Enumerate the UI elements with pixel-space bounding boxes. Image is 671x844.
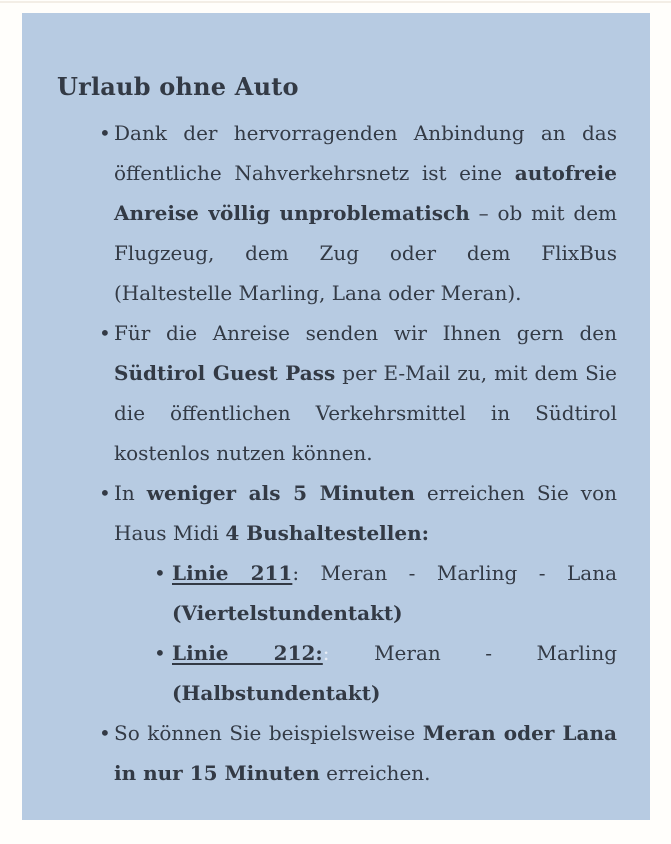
card-title: Urlaub ohne Auto (57, 72, 299, 101)
list-item (172, 633, 617, 713)
text-segment: Südtirol Guest Pass (114, 361, 336, 385)
text-segment: In (114, 481, 147, 505)
linie-212-label: Linie 212: (172, 641, 323, 665)
text-segment: So können Sie beispielsweise (114, 721, 423, 745)
text-segment: : Meran - Marling - Lana (292, 561, 618, 585)
list-item (114, 713, 617, 793)
info-card (22, 13, 650, 820)
list-item (114, 113, 617, 313)
text-segment: Meran - Marling (329, 641, 617, 665)
text-segment: erreichen Sie von Haus Midi (114, 481, 617, 545)
text-segment: (Halbstundentakt) (172, 681, 381, 705)
nested-bullet-list (114, 553, 617, 713)
text-segment: per E-Mail zu, mit dem Sie die öffentlichen Verkehrsmittel in Südtirol kostenlos nutzen können. (114, 361, 617, 465)
text-segment: (Viertelstundentakt) (172, 601, 403, 625)
text-segment: : (322, 641, 330, 665)
text-segment: erreichen. (319, 761, 431, 785)
list-item (114, 473, 617, 713)
text-segment: Für die Anreise senden wir Ihnen gern den (114, 321, 617, 345)
top-divider (0, 1, 671, 3)
list-item (114, 313, 617, 473)
text-segment: 4 Bushaltestellen: (225, 521, 430, 545)
text-segment: weniger als 5 Minuten (146, 481, 415, 505)
text-segment: Dank der hervorragenden Anbindung an das öffentliche Nahverkehrsnetz ist eine (114, 121, 617, 185)
text-segment: – ob mit dem Flugzeug, dem Zug oder dem FlixBus (Haltestelle Marling, Lana oder Meran). (114, 201, 617, 305)
text-segment: Meran oder Lana in nur 15 Minuten (114, 721, 617, 785)
linie-211-label: Linie 211 (172, 561, 293, 585)
list-item (172, 553, 617, 633)
text-segment: autofreie Anreise völlig unproblematisch (114, 161, 617, 225)
bullet-list (57, 113, 617, 793)
